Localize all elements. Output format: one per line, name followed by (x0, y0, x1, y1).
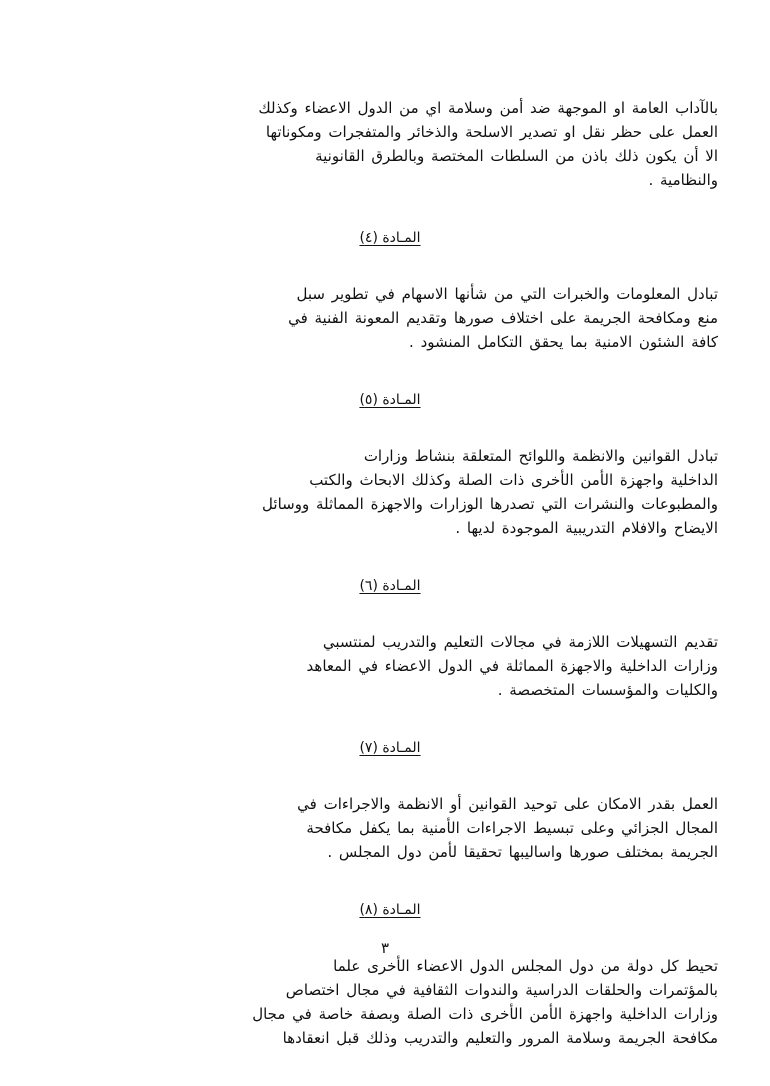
article-line: والكليات والمؤسسات المتخصصة . (497, 681, 718, 699)
article-line: العمل بقدر الامكان على توحيد القوانين أو الانظمة والاجراءات في (297, 795, 718, 813)
article-5-text (62, 444, 718, 540)
article-4-heading: المـادة (٤) (359, 230, 421, 246)
article-line: الايضاح والافلام التدريبية الموجودة لديها . (455, 519, 718, 537)
intro-line: بالآداب العامة او الموجهة ضد أمن وسلامة اي من الدول الاعضاء وكذلك (258, 99, 718, 117)
article-7-text (62, 792, 718, 864)
intro-line: العمل على حظر نقل او تصدير الاسلحة والذخائر والمتفجرات ومكوناتها (265, 123, 718, 141)
intro-line: والنظامية . (648, 171, 718, 189)
article-line: وزارات الداخلية واجهزة الأمن الأخرى ذات الصلة وبصفة خاصة في مجال (252, 1005, 718, 1023)
article-line: الداخلية واجهزة الأمن الأخرى ذات الصلة وكذلك الابحاث والكتب (309, 471, 718, 489)
article-line: المجال الجزائي وعلى تبسيط الاجراءات الأمنية بما يكفل مكافحة (306, 819, 718, 837)
article-line: تقديم التسهيلات اللازمة في مجالات التعليم والتدريب لمنتسبي (322, 633, 718, 651)
article-line: منع ومكافحة الجريمة على اختلاف صورها وتقديم المعونة الفنية في (288, 309, 718, 327)
intro-line: الا أن يكون ذلك باذن من السلطات المختصة وبالطرق القانونية (315, 147, 718, 165)
article-5-heading: المـادة (٥) (359, 392, 421, 408)
article-line: كافة الشئون الامنية بما يحقق التكامل المنشود . (409, 333, 718, 351)
article-line: والمطبوعات والنشرات التي تصدرها الوزارات والاجهزة المماثلة ووسائل (262, 495, 718, 513)
article-6-heading: المـادة (٦) (359, 578, 421, 594)
article-4-text (62, 282, 718, 354)
article-line: تحيط كل دولة من دول المجلس الدول الاعضاء الأخرى علما (333, 957, 718, 975)
article-line: الجريمة بمختلف صورها واساليبها تحقيقا لأمن دول المجلس . (327, 843, 718, 861)
document-body (62, 96, 718, 1050)
article-7-heading: المـادة (٧) (359, 740, 421, 756)
intro-paragraph (62, 96, 718, 192)
article-line: بالمؤتمرات والحلقات الدراسية والندوات الثقافية في مجال اختصاص (285, 981, 718, 999)
article-line: مكافحة الجريمة وسلامة المرور والتعليم والتدريب وذلك قبل انعقادها (282, 1029, 718, 1047)
article-line: تبادل المعلومات والخبرات التي من شأنها الاسهام في تطوير سبل (296, 285, 718, 303)
article-line: وزارات الداخلية والاجهزة المماثلة في الدول الاعضاء في المعاهد (306, 657, 718, 675)
article-8-text (62, 954, 718, 1050)
article-8-heading: المـادة (٨) (359, 902, 421, 918)
article-6-text (62, 630, 718, 702)
page-number: ٣ (380, 939, 390, 957)
article-line: تبادل القوانين والانظمة واللوائح المتعلقة بنشاط وزارات (363, 447, 718, 465)
